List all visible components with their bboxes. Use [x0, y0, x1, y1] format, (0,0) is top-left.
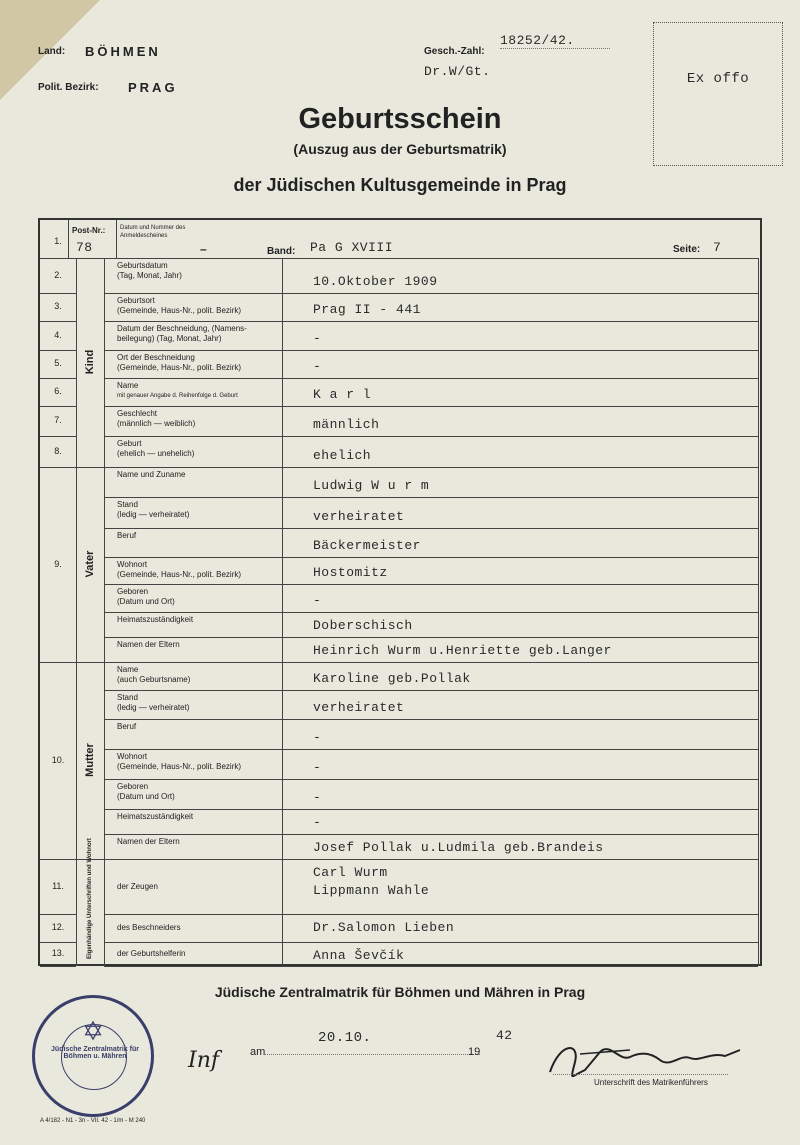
field-value: Anna Ševčík	[313, 948, 405, 963]
field-value: -	[313, 815, 322, 830]
row-number: 5.	[54, 358, 62, 368]
field-value: -	[313, 760, 322, 775]
section-label-vater: Vater	[84, 550, 96, 577]
row-line	[104, 436, 758, 437]
field-label	[117, 296, 282, 316]
field-label	[117, 693, 282, 713]
field-label-main: Name und Zuname	[117, 470, 186, 479]
field-label	[117, 640, 282, 650]
issue-date: 20.10.	[318, 1030, 372, 1046]
row-line	[104, 350, 758, 351]
field-label	[117, 665, 282, 685]
divider	[68, 220, 69, 258]
star-of-david-icon: ✡	[82, 1016, 104, 1046]
column-line	[758, 258, 759, 859]
row-line	[40, 258, 758, 259]
row-line	[40, 467, 76, 468]
column-line	[104, 258, 105, 859]
field-label	[117, 812, 282, 822]
row-line	[104, 966, 758, 967]
date-line	[264, 1040, 480, 1055]
row-line	[104, 293, 758, 294]
row-line	[104, 914, 758, 915]
field-label	[117, 752, 282, 772]
field-label-main: Heimatszuständigkeit	[117, 615, 194, 624]
field-value: Heinrich Wurm u.Henriette geb.Langer	[313, 643, 612, 658]
section-line	[40, 859, 104, 860]
section-label-zeugen: Eigenhändige Unterschriften und Wohnort	[87, 837, 93, 959]
field-label	[117, 531, 282, 541]
field-label-sub: (Tag, Monat, Jahr)	[117, 271, 182, 280]
field-value: Hostomitz	[313, 565, 388, 580]
column-line	[76, 258, 77, 859]
row-line	[104, 719, 758, 720]
field-label-main: Geburtsort	[117, 296, 155, 305]
field-label-main: Stand	[117, 500, 138, 509]
field-label-sub: (Datum und Ort)	[117, 597, 175, 606]
field-label-main: Name	[117, 381, 139, 390]
field-label	[117, 587, 282, 607]
field-label-main: Geburtsdatum	[117, 261, 168, 270]
row-line	[40, 378, 76, 379]
field-label-sub: (ehelich — unehelich)	[117, 449, 195, 458]
field-label	[117, 837, 282, 847]
row-line	[40, 914, 76, 915]
field-label-sub: (ledig — verheiratet)	[117, 510, 190, 519]
row-line	[40, 436, 76, 437]
row-number: 3.	[54, 301, 62, 311]
field-label-sub: beilegung) (Tag, Monat, Jahr)	[117, 334, 222, 343]
field-value: männlich	[313, 417, 380, 432]
field-value: Carl Wurm	[313, 865, 388, 880]
field-label-sub: (Gemeinde, Haus-Nr., polit. Bezirk)	[117, 762, 242, 771]
field-value: -	[313, 730, 322, 745]
post-value: 78	[76, 240, 93, 255]
field-value: -	[313, 331, 322, 346]
official-stamp	[32, 995, 154, 1117]
row-line	[104, 612, 758, 613]
print-code: A 4/182 - N1 - 3n - VII. 42 - 1/m - M 240	[40, 1118, 146, 1124]
field-label	[117, 615, 282, 625]
row-number: 11.	[52, 880, 64, 891]
am-label: am	[250, 1046, 266, 1058]
row-number: 2.	[54, 269, 62, 280]
field-label-main: Beruf	[117, 722, 137, 731]
row-line	[104, 584, 758, 585]
field-label-main: Heimatszuständigkeit	[117, 812, 194, 821]
field-label-sub: mit genauer Angabe d. Reihenfolge d. Geburt	[117, 393, 238, 399]
year-suffix: 42	[496, 1028, 513, 1043]
column-line	[104, 859, 105, 966]
field-label-sub: (männlich — weiblich)	[117, 419, 196, 428]
reference: Dr.W/Gt.	[424, 64, 491, 79]
section-line	[76, 467, 104, 468]
row-line	[104, 378, 758, 379]
field-label-main: Namen der Eltern	[117, 640, 180, 649]
central-registry: Jüdische Zentralmatrik für Böhmen und Mähren in Prag	[214, 984, 586, 1000]
row-line	[104, 528, 758, 529]
signature-label: Unterschrift des Matrikenführers	[594, 1078, 708, 1087]
row-number: 7.	[54, 415, 62, 425]
row-line	[104, 497, 758, 498]
office-box-text: Ex offo	[686, 71, 750, 87]
datum-value: –	[200, 242, 207, 256]
field-label: der Zeugen	[117, 881, 158, 891]
row-line	[40, 350, 76, 351]
row-number: 6.	[54, 386, 62, 396]
column-line	[282, 258, 283, 859]
row-number: 13.	[51, 948, 65, 958]
row-line	[104, 834, 758, 835]
column-line	[758, 859, 759, 966]
field-value: verheiratet	[313, 700, 405, 715]
bezirk-label: Polit. Bezirk:	[38, 82, 99, 93]
field-value: -	[313, 359, 322, 374]
field-label-sub: (Gemeinde, Haus-Nr., polit. Bezirk)	[117, 363, 242, 372]
row-number: 8.	[54, 445, 62, 456]
field-label-main: Namen der Eltern	[117, 837, 180, 846]
field-value: K a r l	[313, 387, 372, 402]
row-line	[104, 779, 758, 780]
seite-label: Seite:	[673, 244, 701, 255]
land-label: Land:	[38, 46, 66, 57]
band-label: Band:	[267, 246, 296, 257]
section-label-kind: Kind	[84, 349, 96, 374]
band-value: Pa G XVIII	[310, 240, 394, 255]
field-label	[117, 381, 282, 401]
field-label	[117, 500, 282, 520]
field-label	[117, 560, 282, 580]
field-label-sub: (ledig — verheiratet)	[117, 703, 190, 712]
initials: Inf	[188, 1048, 220, 1073]
field-label-main: Stand	[117, 693, 138, 702]
field-label	[117, 353, 282, 373]
datum-label: Datum und Nummer des Anmeldescheines	[120, 225, 186, 239]
row-number: 12.	[51, 922, 65, 932]
field-value: verheiratet	[313, 509, 405, 524]
stamp-text: Jüdische Zentralmatrik für Böhmen u. Mähren	[51, 1046, 139, 1060]
field-label-main: Ort der Beschneidung	[117, 353, 195, 362]
signature-line	[553, 1074, 728, 1075]
row-line	[104, 690, 758, 691]
row-number: 4.	[54, 329, 62, 340]
field-label: des Beschneiders	[117, 923, 181, 932]
field-label-main: Wohnort	[117, 560, 148, 569]
field-value: Ludwig W u r m	[313, 478, 430, 493]
column-line	[282, 859, 283, 966]
gesch-label: Gesch.-Zahl:	[424, 46, 485, 57]
field-label	[117, 439, 282, 459]
field-label-main: Geburt	[117, 439, 142, 448]
row-line	[104, 942, 758, 943]
field-label-main: Geschlecht	[117, 409, 158, 418]
field-value: -	[313, 790, 322, 805]
field-value: ehelich	[313, 448, 372, 463]
divider	[116, 220, 117, 258]
row-line	[40, 942, 76, 943]
field-label	[117, 470, 282, 480]
seite-value: 7	[713, 240, 722, 255]
page-title: Geburtsschein	[298, 103, 502, 135]
field-label-main: Name	[117, 665, 139, 674]
row-line	[104, 467, 758, 468]
field-value: Josef Pollak u.Ludmila geb.Brandeis	[313, 840, 604, 855]
bezirk-value: PRAG	[128, 80, 178, 95]
field-value: 10.Oktober 1909	[313, 274, 438, 289]
row-line	[104, 749, 758, 750]
row-number: 9.	[54, 558, 62, 569]
row-line	[104, 809, 758, 810]
row-line	[40, 321, 76, 322]
field-label-main: Geboren	[117, 782, 149, 791]
row-line	[104, 406, 758, 407]
row-number: 10.	[51, 754, 65, 765]
field-label-main: Geboren	[117, 587, 149, 596]
row-line	[40, 293, 76, 294]
field-label-main: Wohnort	[117, 752, 148, 761]
field-label-main: Datum der Beschneidung, (Namens-	[117, 324, 247, 333]
field-value: Bäckermeister	[313, 538, 421, 553]
field-value: Prag II - 441	[313, 302, 421, 317]
land-value: BÖHMEN	[85, 44, 161, 59]
field-label	[117, 782, 282, 802]
field-label	[117, 722, 282, 732]
field-label: der Geburtshelferin	[117, 949, 186, 958]
section-line	[76, 662, 104, 663]
row-line	[40, 406, 76, 407]
field-label-sub: (auch Geburtsname)	[117, 675, 191, 684]
row-line	[104, 321, 758, 322]
gesch-value: 18252/42.	[500, 33, 610, 49]
field-value-second: Lippmann Wahle	[313, 883, 430, 898]
row-line	[104, 662, 758, 663]
post-label: Post-Nr.:	[72, 226, 106, 235]
field-label-sub: (Datum und Ort)	[117, 792, 175, 801]
row-number: 1.	[54, 236, 62, 246]
field-label-sub: (Gemeinde, Haus-Nr., polit. Bezirk)	[117, 306, 242, 315]
field-label	[117, 261, 282, 281]
column-line	[76, 859, 77, 966]
field-label-sub: (Gemeinde, Haus-Nr., polit. Bezirk)	[117, 570, 242, 579]
field-value: Karoline geb.Pollak	[313, 671, 471, 686]
section-label-mutter: Mutter	[84, 742, 96, 777]
row-line	[104, 637, 758, 638]
field-label	[117, 409, 282, 429]
field-value: -	[313, 593, 322, 608]
field-label-main: Beruf	[117, 531, 137, 540]
row-line	[104, 859, 758, 860]
organization-title: der Jüdischen Kultusgemeinde in Prag	[233, 175, 567, 195]
row-line	[40, 966, 76, 967]
year-prefix: 19	[468, 1046, 481, 1058]
field-label	[117, 324, 282, 344]
row-line	[104, 557, 758, 558]
page-subtitle: (Auszug aus der Geburtsmatrik)	[293, 141, 507, 157]
field-value: Dr.Salomon Lieben	[313, 920, 455, 935]
field-value: Doberschisch	[313, 618, 413, 633]
